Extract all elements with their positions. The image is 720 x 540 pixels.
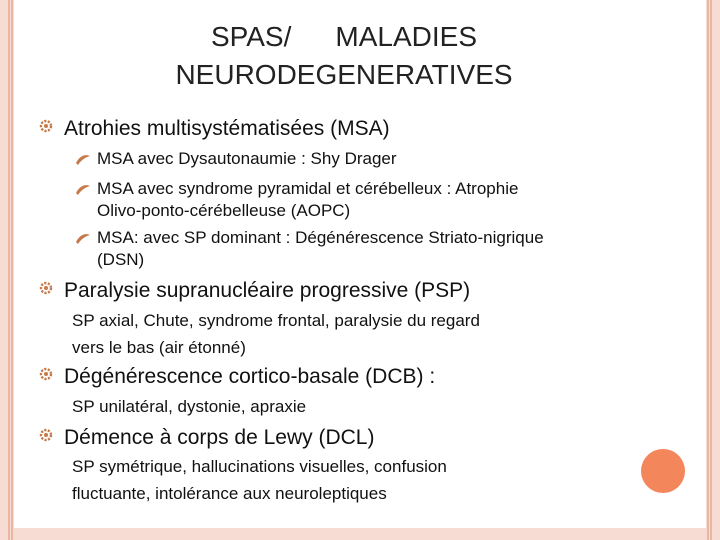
bullet-label: Dégénérescence cortico-basale (DCB) : <box>64 365 436 388</box>
gear-bullet-icon <box>39 367 53 381</box>
detail-line: vers le bas (air étonné) <box>72 338 246 357</box>
title-part-1: SPAS/ <box>210 21 292 52</box>
detail-line: SP symétrique, hallucinations visuelles, confusion <box>72 457 447 476</box>
sub-item-msa-1 <box>97 148 397 170</box>
sub-item-msa-2 <box>97 178 518 222</box>
detail-dcl <box>72 453 447 507</box>
bullet-item-msa <box>64 116 390 142</box>
left-border-line-outer <box>8 0 10 540</box>
sub-item-line: (DSN) <box>97 250 145 269</box>
right-border-line-outer <box>710 0 712 540</box>
bullet-item-dcl <box>64 425 374 451</box>
swoosh-bullet-icon <box>75 151 91 167</box>
title-part-2: MALADIES <box>335 21 477 52</box>
detail-line: SP axial, Chute, syndrome frontal, paralysie du regard <box>72 311 480 330</box>
gear-bullet-icon <box>39 281 53 295</box>
slide <box>14 0 706 528</box>
detail-psp <box>72 307 480 361</box>
decorative-circle <box>641 449 685 493</box>
bullet-item-psp <box>64 278 470 304</box>
title-line-1 <box>14 18 674 56</box>
bullet-label: Démence à corps de Lewy (DCL) <box>64 426 375 449</box>
bullet-item-dcb <box>64 364 435 390</box>
bullet-label: Atrohies multisystématisées (MSA) <box>64 117 390 140</box>
sub-item-line: MSA avec Dysautonaumie : Shy Drager <box>97 149 397 168</box>
bullet-label: Paralysie supranucléaire progressive (PSP) <box>64 279 471 302</box>
detail-line: SP unilatéral, dystonie, apraxie <box>72 397 307 416</box>
left-border-line-inner <box>11 0 13 540</box>
swoosh-bullet-icon <box>75 181 91 197</box>
gear-bullet-icon <box>39 428 53 442</box>
sub-item-msa-3 <box>97 227 544 271</box>
sub-item-line: MSA avec syndrome pyramidal et cérébelleux : Atrophie <box>97 179 519 198</box>
sub-item-line: MSA: avec SP dominant : Dégénérescence Striato-nigrique <box>97 228 544 247</box>
detail-line: fluctuante, intolérance aux neuroleptiques <box>72 484 387 503</box>
sub-item-line: Olivo-ponto-cérébelleuse (AOPC) <box>97 201 351 220</box>
gear-bullet-icon <box>39 119 53 133</box>
title-line-2: NEURODEGENERATIVES <box>175 59 513 90</box>
slide-title <box>14 18 674 94</box>
detail-dcb <box>72 393 306 420</box>
swoosh-bullet-icon <box>75 230 91 246</box>
right-border-line-inner <box>707 0 709 540</box>
